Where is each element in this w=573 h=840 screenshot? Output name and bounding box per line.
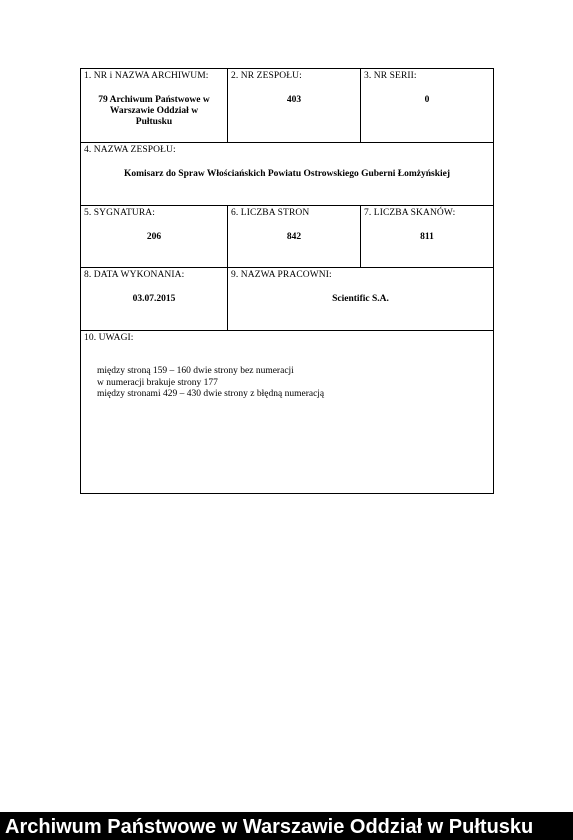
signature-cell [81,206,228,268]
studio-value: Scientific S.A. [332,294,389,304]
date-value: 03.07.2015 [132,294,176,304]
scans-label: 7. LICZBA SKANÓW: [364,208,456,218]
fond-name-label: 4. NAZWA ZESPOŁU: [84,145,176,155]
signature-value: 206 [146,232,162,242]
pages-value: 842 [286,232,302,242]
scans-cell [361,206,493,268]
studio-label: 9. NAZWA PRACOWNI: [231,270,332,280]
remarks-cell [81,331,493,493]
remark-line: między stroną 159 – 160 dwie strony bez numeracji [97,366,294,376]
studio-cell [228,268,493,331]
signature-label: 5. SYGNATURA: [84,208,155,218]
archive-label: 1. NR i NAZWA ARCHIWUM: [84,71,209,81]
fond-name-cell [81,143,493,206]
scans-value: 811 [420,232,434,242]
archive-value: 79 Archiwum Państwowe w Warszawie Oddział w Pułtusku [98,95,210,127]
remark-line: między stronami 429 – 430 dwie strony z błędną numeracją [97,389,325,399]
footer-text: Archiwum Państwowe w Warszawie Oddział w Pułtusku [5,816,534,838]
remarks-label: 10. UWAGI: [84,333,134,343]
date-label: 8. DATA WYKONANIA: [84,270,185,280]
pages-cell [228,206,361,268]
series-value: 0 [424,95,430,105]
fond-number-cell [228,69,361,143]
fond-number-value: 403 [286,95,302,105]
archive-cell [81,69,228,143]
fond-name-value: Komisarz do Spraw Włościańskich Powiatu Ostrowskiego Guberni Łomżyńskiej [123,169,451,179]
metadata-form [80,68,494,494]
archive-footer-banner [0,812,573,840]
fond-number-label: 2. NR ZESPOŁU: [231,71,302,81]
pages-label: 6. LICZBA STRON [231,208,310,218]
date-cell [81,268,228,331]
series-cell [361,69,493,143]
remarks-list [97,366,324,401]
remark-line: w numeracji brakuje strony 177 [97,377,218,388]
series-label: 3. NR SERII: [364,71,417,81]
